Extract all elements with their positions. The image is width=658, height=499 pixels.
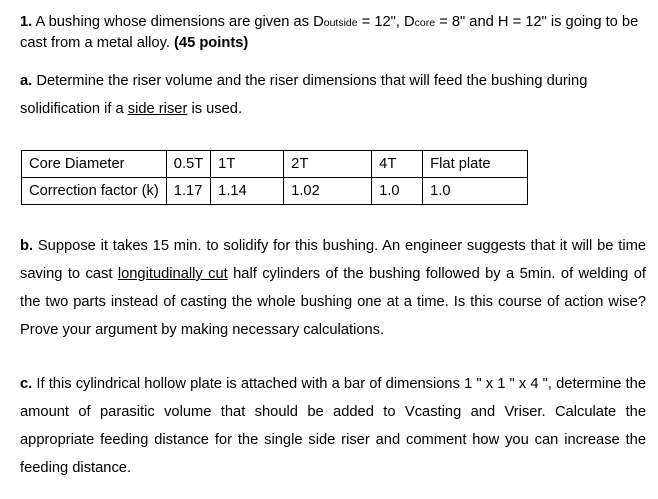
table-cell: Core Diameter	[22, 151, 167, 178]
table-cell: 1.02	[284, 178, 372, 205]
question-a	[20, 67, 646, 123]
table-cell: 4T	[372, 151, 423, 178]
question-1-text-b: = 12", D	[357, 14, 415, 30]
table-cell: 1.0	[423, 178, 528, 205]
table-cell: Flat plate	[423, 151, 528, 178]
question-b-text-after: half cylinders of the bushing followed by a 5min. of welding of the two parts instead of casting the whole bushing one at a time. Is this course of action wise? Prove your argument by making necessary calculations.	[20, 266, 646, 338]
correction-factor-table	[21, 150, 528, 205]
table-cell: 2T	[284, 151, 372, 178]
subscript-core: core	[414, 17, 436, 29]
question-1-text-c: = 8" and H = 12" is going to be cast from a metal alloy.	[20, 14, 639, 51]
question-c-text: If this cylindrical hollow plate is attached with a bar of dimensions 1 " x 1 " x 4 ", determine the amount of parasitic volume that should be added to Vcasting and Vriser. Calculate the appropriate feeding distance for the single side riser and comment how you can increase the feeding distance.	[20, 376, 646, 476]
question-b-text-before: Suppose it takes 15 min. to solidify for this bushing. An engineer suggests that it will be time saving to cast	[20, 238, 646, 282]
table-cell: 1T	[211, 151, 284, 178]
question-a-text-before: Determine the riser volume and the riser dimensions that will feed the bushing during solidification if a	[20, 73, 588, 117]
side-riser-underline: side riser	[127, 101, 188, 117]
question-a-label: a.	[20, 73, 33, 89]
question-c-label: c.	[20, 376, 33, 392]
question-b-label: b.	[20, 238, 34, 254]
question-c	[20, 370, 646, 482]
question-1-text-a: A bushing whose dimensions are given as D	[35, 14, 324, 30]
points-label: (45 points)	[174, 35, 249, 51]
table-row	[22, 151, 528, 178]
question-a-text-after: is used.	[187, 101, 243, 117]
question-1	[20, 12, 646, 53]
table-cell: 1.17	[166, 178, 210, 205]
table-cell: 1.0	[372, 178, 423, 205]
table-cell: 1.14	[211, 178, 284, 205]
longitudinally-cut-underline: longitudinally cut	[117, 266, 228, 282]
table-cell: Correction factor (k)	[22, 178, 167, 205]
table-cell: 0.5T	[166, 151, 210, 178]
question-number: 1.	[20, 14, 33, 30]
subscript-outside: outside	[323, 17, 358, 29]
question-b	[20, 232, 646, 344]
table-row	[22, 178, 528, 205]
